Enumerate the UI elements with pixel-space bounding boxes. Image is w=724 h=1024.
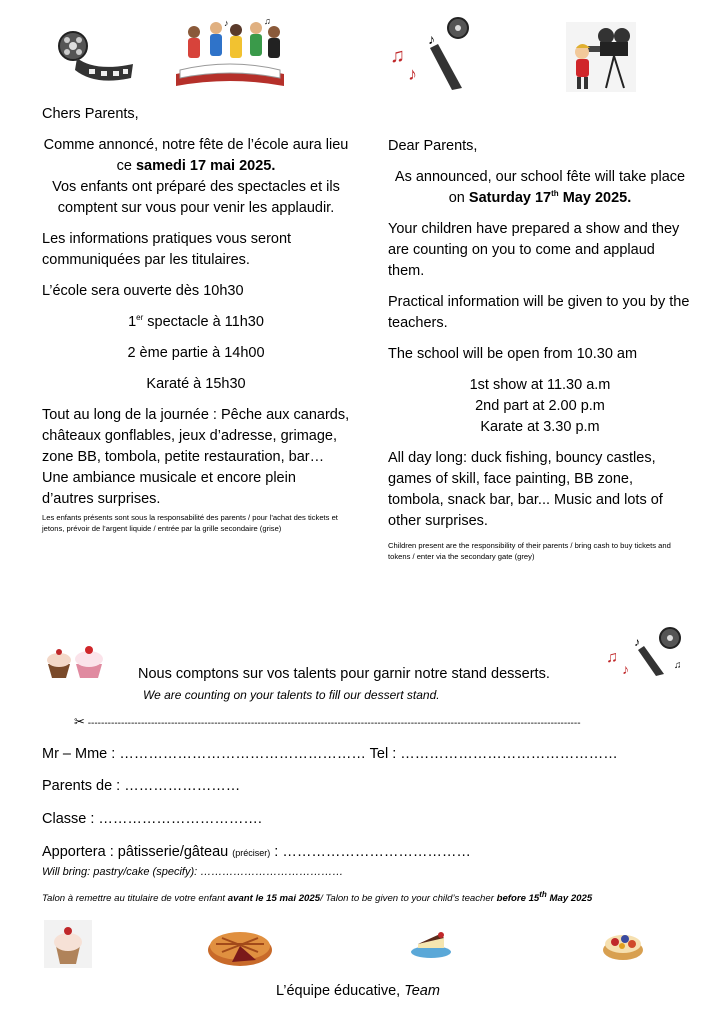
cut-line: ✂ ---------------------------------------------------------------------------------------------------------------------------------------------------- (74, 714, 581, 729)
film-reel-icon (55, 24, 135, 88)
english-column (388, 136, 692, 562)
dancers-book-icon (172, 18, 288, 90)
form-class-row[interactable]: Classe : ……………………………. (42, 811, 262, 827)
pie-icon (206, 924, 274, 968)
en-karate: Karate at 3.30 p.m (480, 419, 600, 435)
fr-karate: Karaté à 15h30 (146, 376, 246, 392)
form-bring-en: Will bring: pastry/cake (specify): ………………………………… (42, 866, 344, 878)
talon-note: Talon à remettre au titulaire de votre enfant avant le 15 mai 2025/ Talon to be given to your child’s teacher before 15th May 2025 (42, 889, 593, 904)
fr-allday: Tout au long de la journée : Pêche aux canards, châteaux gonflables, jeux d’adresse, grimage, zone BB, tombola, petite restauration, bar… Une ambiance musicale et encore plein d’autres surprises. (42, 407, 350, 507)
en-show-1: 1st show at 11.30 a.m (469, 377, 611, 393)
svg-text:♪: ♪ (428, 31, 435, 47)
signature: L’équipe éducative, Team (276, 983, 440, 999)
svg-text:♪: ♪ (224, 18, 229, 28)
fruit-tart-icon (600, 924, 646, 962)
form-parents-row[interactable]: Parents de : …………………… (42, 778, 241, 794)
en-note: Children present are the responsibility of their parents / bring cash to buy tickets and tokens / enter via the secondary gate (grey) (388, 541, 671, 561)
fr-greeting: Chers Parents, (42, 106, 139, 122)
en-open: The school will be open from 10.30 am (388, 346, 638, 362)
fr-show-1: 1er spectacle à 11h30 (128, 313, 264, 330)
svg-text:♫: ♫ (264, 18, 271, 26)
fr-info: Les informations pratiques vous seront communiquées par les titulaires. (42, 231, 292, 268)
scissors-icon: ✂ (74, 714, 85, 729)
en-intro-2: Your children have prepared a show and they are counting on you to come and applaud them. (388, 221, 680, 279)
camera-operator-icon (566, 22, 636, 92)
french-column (42, 104, 350, 534)
form-bring-row[interactable]: Apportera : pâtisserie/gâteau (préciser) : ………………………………… (42, 844, 471, 860)
form-name-row[interactable]: Mr – Mme : …………………………………………… Tel : ……………………………………… (42, 746, 618, 762)
svg-text:♪: ♪ (408, 64, 417, 84)
svg-text:♫: ♫ (390, 45, 405, 67)
en-info: Practical information will be given to you by the teachers. (388, 294, 690, 331)
svg-text:♪: ♪ (634, 635, 640, 649)
fr-intro: Comme annoncé, notre fête de l’école aura lieu ce samedi 17 mai 2025. (43, 137, 349, 174)
fr-open: L’école sera ouverte dès 10h30 (42, 283, 244, 299)
fr-intro-2: Vos enfants ont préparé des spectacles et ils comptent sur vous pour venir les applaudir. (52, 179, 340, 216)
svg-text:♪: ♪ (622, 661, 629, 676)
en-intro: As announced, our school fête will take place on Saturday 17th May 2025. (394, 169, 686, 206)
music-notes-film-icon (604, 624, 686, 676)
en-greeting: Dear Parents, (388, 138, 478, 154)
fr-show-2: 2 ème partie à 14h00 (127, 345, 265, 361)
desserts-en: We are counting on your talents to fill our dessert stand. (143, 688, 440, 702)
cupcakes-icon (44, 644, 110, 680)
music-notes-film-icon (388, 14, 478, 90)
svg-text:♫: ♫ (674, 660, 682, 671)
desserts-fr: Nous comptons sur vos talents pour garnir notre stand desserts. (138, 666, 550, 682)
en-show-2: 2nd part at 2.00 p.m (475, 398, 605, 414)
cupcake-icon (44, 920, 92, 968)
fr-note: Les enfants présents sont sous la responsabilité des parents / pour l’achat des tickets et jetons, prévoir de l’argent liquide / entrée par la grille secondaire (grise) (42, 513, 338, 533)
svg-text:♫: ♫ (606, 649, 618, 666)
cake-slice-icon (410, 926, 452, 958)
en-allday: All day long: duck fishing, bouncy castles, games of skill, face painting, BB zone, tombola, snack bar, bar... Music and lots of other surprises. (388, 450, 663, 529)
